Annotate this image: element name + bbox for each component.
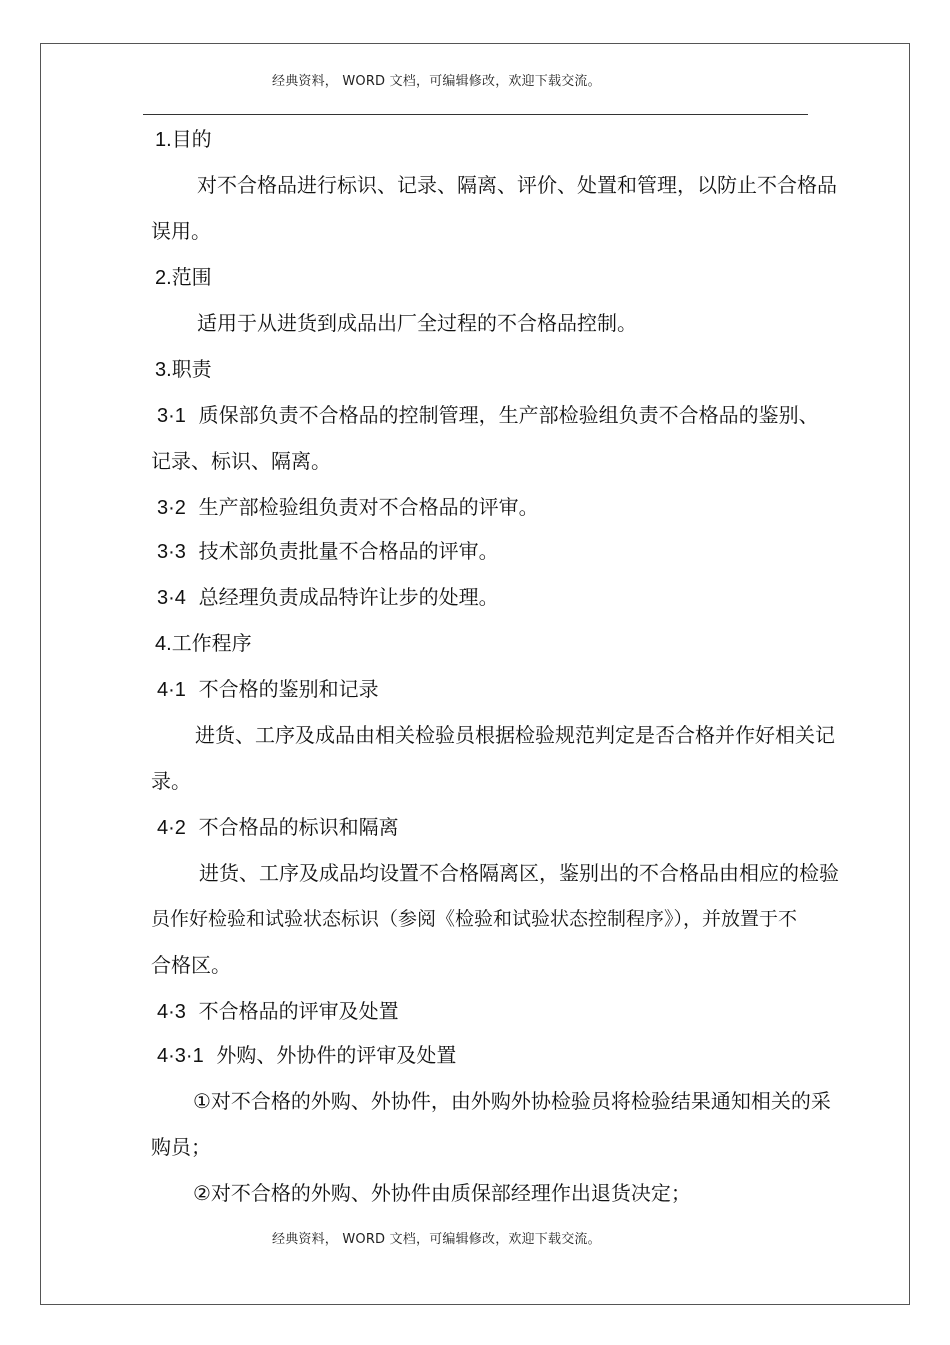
subsection-number: 4·3·1 (157, 1045, 204, 1067)
subsection-line: 3·4 总经理负责成品特许让步的处理。 (157, 585, 499, 609)
subsection-line: 4·1 不合格的鉴别和记录 (157, 677, 379, 701)
subsection-number: 3·3 (157, 541, 186, 563)
paragraph-line: 购员； (151, 1135, 211, 1159)
section-heading: 1.目的 (155, 127, 212, 151)
subsection-line: 4·3 不合格品的评审及处置 (157, 999, 399, 1023)
paragraph-line: 进货、工序及成品由相关检验员根据检验规范判定是否合格并作好相关记 (195, 723, 835, 747)
section-heading: 4.工作程序 (155, 631, 252, 655)
subsection-line: 3·2 生产部检验组负责对不合格品的评审。 (157, 495, 539, 519)
section-number: 1. (155, 129, 172, 151)
paragraph-line: ②对不合格的外购、外协件由质保部经理作出退货决定； (193, 1181, 691, 1205)
section-heading: 3.职责 (155, 357, 212, 381)
subsection-number: 4·3 (157, 1001, 186, 1023)
section-number: 4. (155, 633, 172, 655)
paragraph-line: 适用于从进货到成品出厂全过程的不合格品控制。 (197, 311, 637, 335)
subsection-line: 3·1 质保部负责不合格品的控制管理，生产部检验组负责不合格品的鉴别、 (157, 403, 819, 427)
paragraph-line: 合格区。 (151, 953, 231, 977)
section-number: 3. (155, 359, 172, 381)
subsection-line: 4·2 不合格品的标识和隔离 (157, 815, 399, 839)
paragraph-line: 员作好检验和试验状态标识（参阅《检验和试验状态控制程序》），并放置于不 (151, 908, 798, 930)
section-heading: 2.范围 (155, 265, 212, 289)
paragraph-line: 对不合格品进行标识、记录、隔离、评价、处置和管理，以防止不合格品 (197, 173, 837, 197)
page-footer: 经典资料， WORD 文档，可编辑修改，欢迎下载交流。 (272, 1232, 601, 1247)
paragraph-line: ①对不合格的外购、外协件，由外购外协检验员将检验结果通知相关的采 (193, 1089, 831, 1113)
subsection-line: 4·3·1 外购、外协件的评审及处置 (157, 1043, 457, 1067)
section-number: 2. (155, 267, 172, 289)
paragraph-line: 录。 (151, 769, 191, 793)
subsection-number: 4·1 (157, 679, 186, 701)
paragraph-line: 记录、标识、隔离。 (151, 449, 331, 473)
paragraph-line: 进货、工序及成品均设置不合格隔离区，鉴别出的不合格品由相应的检验 (199, 861, 839, 885)
subsection-line: 3·3 技术部负责批量不合格品的评审。 (157, 539, 499, 563)
subsection-number: 3·2 (157, 497, 186, 519)
page-header: 经典资料， WORD 文档，可编辑修改，欢迎下载交流。 (272, 74, 601, 89)
subsection-number: 3·1 (157, 405, 186, 427)
paragraph-line: 误用。 (151, 219, 211, 243)
subsection-number: 3·4 (157, 587, 186, 609)
header-rule (143, 114, 808, 115)
subsection-number: 4·2 (157, 817, 186, 839)
